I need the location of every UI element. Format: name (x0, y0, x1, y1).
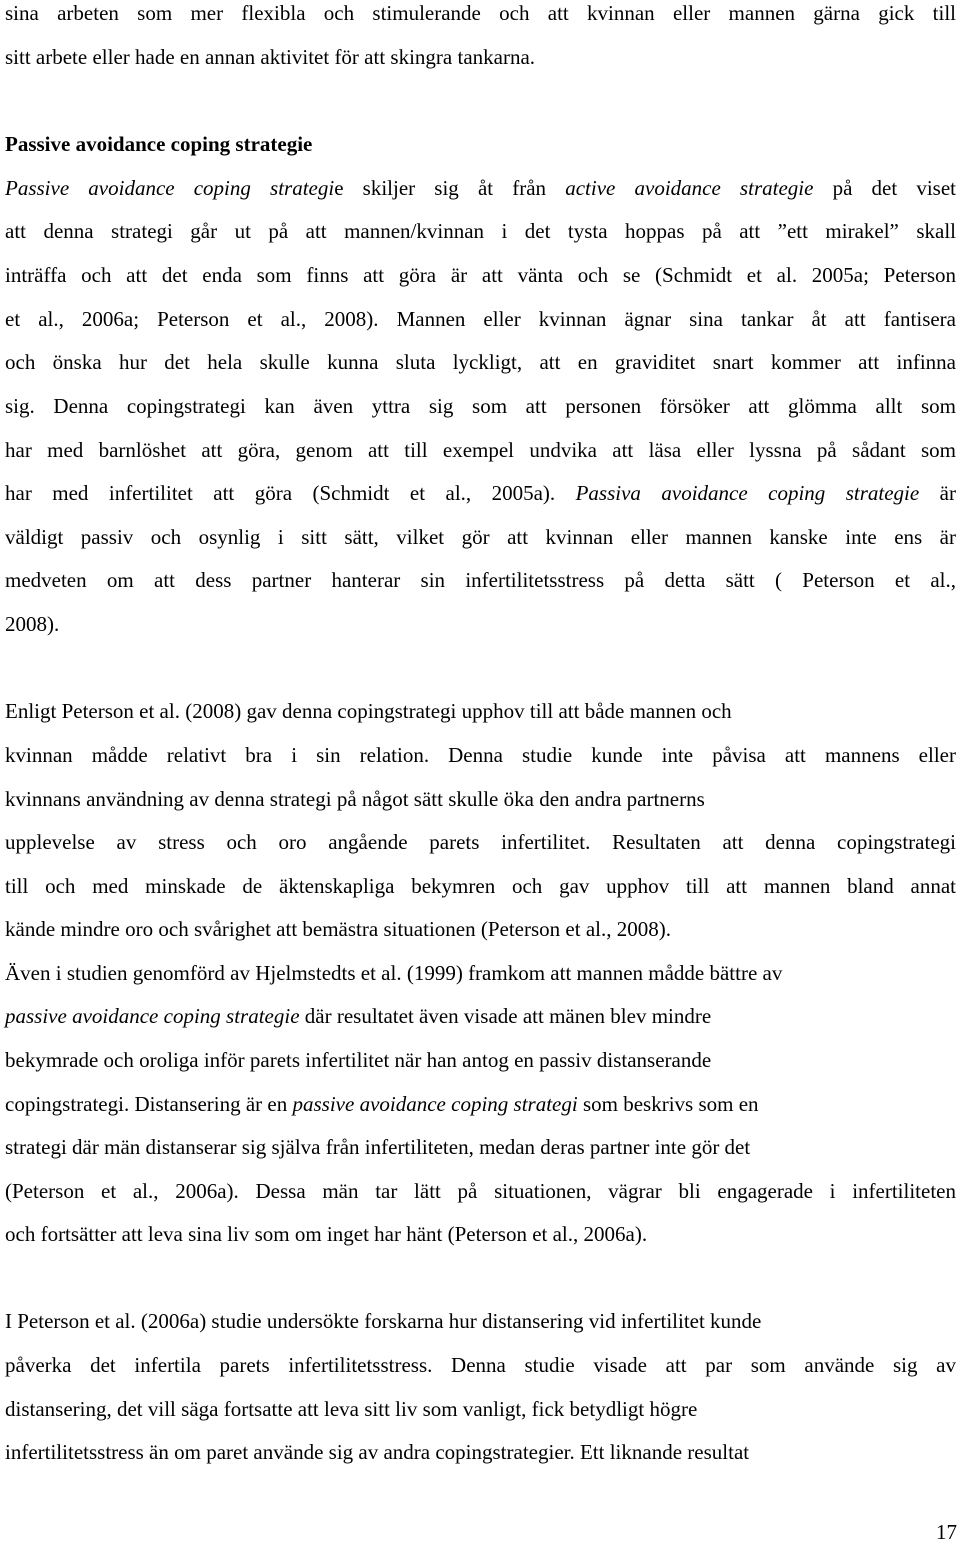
body-text-line: sitt arbete eller hade en annan aktivitet för att skingra tankarna. (5, 45, 536, 69)
body-text-line: kvinnans användning av denna strategi på något sätt skulle öka den andra partnerns (5, 787, 705, 811)
body-text-line: till och med minskade de äktenskapliga bekymren och gav upphov till att mannen bland annat (5, 874, 956, 898)
body-text-line: kände mindre oro och svårighet att bemästra situationen (Peterson et al., 2008). (5, 917, 671, 941)
text-run: där resultatet även visade att mänen blev mindre (299, 1004, 712, 1028)
body-text-line: påverka det infertila parets infertilitetsstress. Denna studie visade att par som använde sig av (5, 1353, 956, 1377)
body-text-line: (Peterson et al., 2006a). Dessa män tar lätt på situationen, vägrar bli engagerade i infertiliteten (5, 1179, 956, 1203)
body-text-line: infertilitetsstress än om paret använde sig av andra copingstrategier. Ett liknande resultat (5, 1440, 750, 1464)
text-run: har med infertilitet att göra (Schmidt et al., 2005a). (5, 481, 576, 505)
text-run: på det viset (813, 176, 957, 200)
italic-term: Passive avoidance coping strategi (5, 176, 335, 200)
text-run: e skiljer sig åt från (334, 176, 566, 200)
section-heading: Passive avoidance coping strategie (5, 132, 313, 156)
body-text-line: väldigt passiv och osynlig i sitt sätt, vilket gör att kvinnan eller mannen kanske inte ens är (5, 525, 956, 549)
italic-term: passive avoidance coping strategi (292, 1092, 578, 1116)
body-text-line: och fortsätter att leva sina liv som om inget har hänt (Peterson et al., 2006a). (5, 1222, 648, 1246)
italic-term: Passiva avoidance coping strategie (575, 481, 920, 505)
body-text-line: och önska hur det hela skulle kunna sluta lyckligt, att en graviditet snart kommer att infinna (5, 350, 956, 374)
text-run: copingstrategi. Distansering är en (5, 1092, 293, 1116)
text-run: är (919, 481, 956, 505)
body-text-line: strategi där män distanserar sig själva från infertiliteten, medan deras partner inte gör det (5, 1135, 751, 1159)
body-text-line: Även i studien genomförd av Hjelmstedts et al. (1999) framkom att mannen mådde bättre av (5, 961, 783, 985)
italic-term: active avoidance strategie (565, 176, 814, 200)
body-text-line: et al., 2006a; Peterson et al., 2008). Mannen eller kvinnan ägnar sina tankar åt att fantisera (5, 307, 956, 331)
body-text-line: inträffa och att det enda som finns att göra är att vänta och se (Schmidt et al. 2005a; Peterson (5, 263, 956, 287)
body-text-line: upplevelse av stress och oro angående parets infertilitet. Resultaten att denna copingstrategi (5, 830, 956, 854)
page-number: 17 (936, 1520, 957, 1544)
body-text-line: bekymrade och oroliga inför parets infertilitet när han antog en passiv distanserande (5, 1048, 712, 1072)
body-text-line: Enligt Peterson et al. (2008) gav denna copingstrategi upphov till att både mannen och (5, 699, 732, 723)
body-text-line (5, 175, 956, 201)
body-text-line: kvinnan mådde relativt bra i sin relation. Denna studie kunde inte påvisa att mannens eller (5, 743, 956, 767)
body-text-line: 2008). (5, 612, 60, 636)
body-text-line (5, 1003, 711, 1029)
italic-term: passive avoidance coping strategie (5, 1004, 300, 1028)
body-text-line: att denna strategi går ut på att mannen/kvinnan i det tysta hoppas på att ”ett mirakel” skall (5, 219, 956, 243)
body-text-line: I Peterson et al. (2006a) studie undersökte forskarna hur distansering vid infertilitet kunde (5, 1309, 762, 1333)
body-text-line (5, 1091, 759, 1117)
body-text-line: distansering, det vill säga fortsatte att leva sitt liv som vanligt, fick betydligt högre (5, 1397, 698, 1421)
body-text-line: sina arbeten som mer flexibla och stimulerande och att kvinnan eller mannen gärna gick till (5, 1, 956, 25)
body-text-line: har med barnlöshet att göra, genom att till exempel undvika att läsa eller lyssna på sådant som (5, 438, 956, 462)
body-text-line: sig. Denna copingstrategi kan även yttra sig som att personen försöker att glömma allt som (5, 394, 956, 418)
text-run: som beskrivs som en (577, 1092, 759, 1116)
body-text-line (5, 480, 956, 506)
body-text-line: medveten om att dess partner hanterar sin infertilitetsstress på detta sätt ( Peterson et al., (5, 568, 956, 592)
